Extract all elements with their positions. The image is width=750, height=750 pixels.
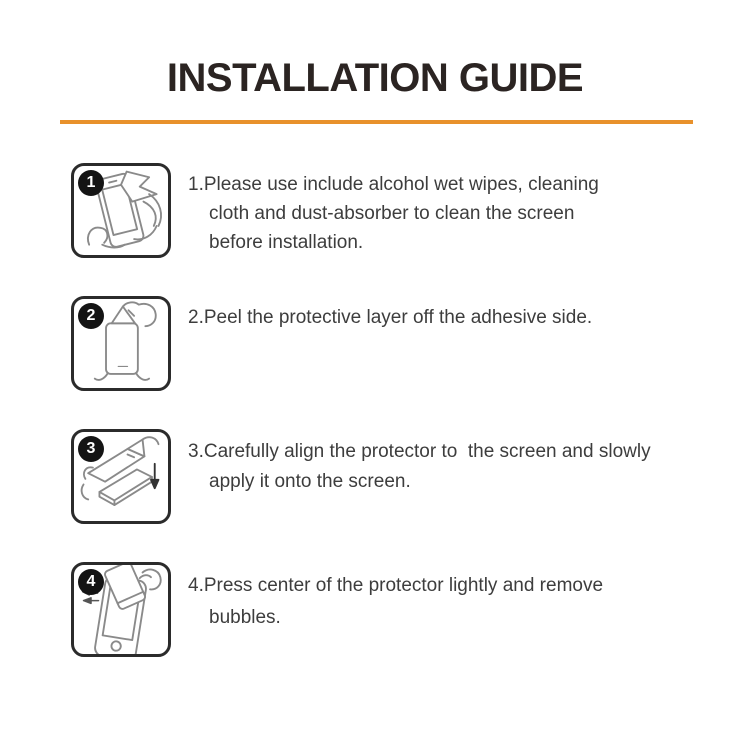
step4-line-1: 4.Press center of the protector lightly and remove [188,575,604,596]
step-row-2 [0,296,750,396]
step-row-3 [0,429,750,529]
step3-number-badge: 3 [78,436,104,462]
step3-text [188,437,651,497]
step3-illustration-box [71,429,171,524]
step1-line-3: before installation. [209,232,364,253]
step4-text [188,570,603,634]
step1-line-2: cloth and dust-absorber to clean the screen [209,203,575,224]
step3-line-2: apply it onto the screen. [209,471,411,492]
step4-number-badge: 4 [78,569,104,595]
step2-text [188,303,592,332]
step1-number-badge: 1 [78,170,104,196]
step2-illustration-box [71,296,171,391]
step4-illustration-box [71,562,171,657]
step2-number-badge: 2 [78,303,104,329]
step1-text [188,170,599,257]
step1-illustration-box [71,163,171,258]
step1-line-1: 1.Please use include alcohol wet wipes, cleaning [188,174,599,195]
step2-line-1: 2.Peel the protective layer off the adhesive side. [188,307,593,328]
step-row-4 [0,562,750,662]
title-divider [60,120,693,124]
step4-line-2: bubbles. [209,607,281,628]
step-row-1 [0,163,750,263]
step3-line-1: 3.Carefully align the protector to the screen and slowly [188,441,651,462]
page-title: INSTALLATION GUIDE [166,56,584,100]
